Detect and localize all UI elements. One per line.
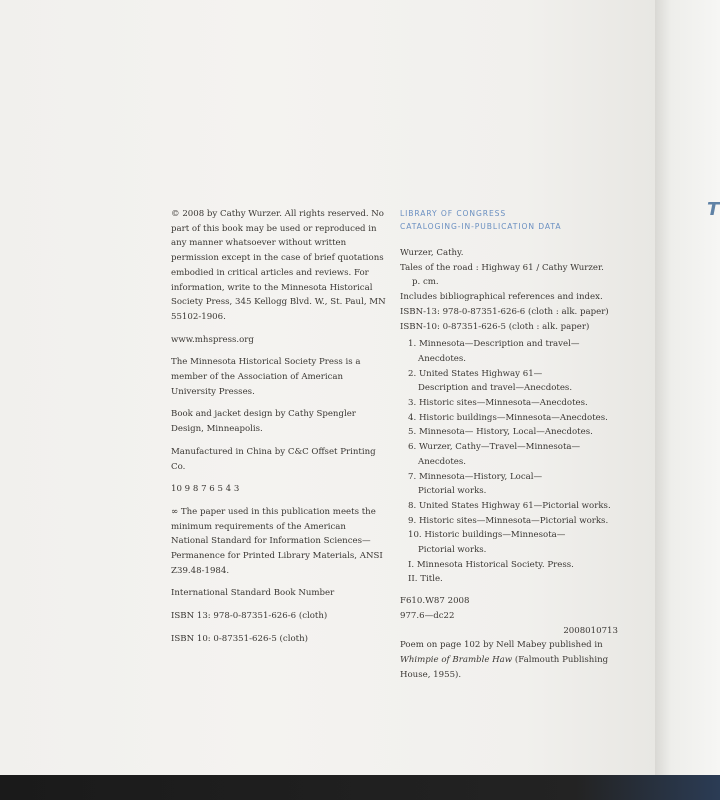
cip-title: Tales of the road : Highway 61 / Cathy Wurzer. bbox=[400, 262, 604, 273]
next-page-letter: T bbox=[707, 199, 720, 220]
subject-item bbox=[400, 396, 618, 411]
website: www.mhspress.org bbox=[171, 334, 254, 345]
press-membership: The Minnesota Historical Society Press is a member of the Association of American University Presses. bbox=[171, 357, 361, 397]
subject-text: United States Highway 61— bbox=[418, 368, 543, 379]
subject-number: 6. bbox=[408, 442, 417, 453]
subject-text: Minnesota—History, Local— bbox=[418, 471, 543, 482]
subject-text: Wurzer, Cathy—Travel—Minnesota— bbox=[418, 442, 581, 453]
poem-credit bbox=[400, 638, 618, 682]
poem-credit-post: (Falmouth Publishing House, 1955). bbox=[400, 654, 609, 680]
poem-credit-pre: Poem on page 102 by Nell Mabey published in bbox=[400, 640, 603, 651]
publication-info-column bbox=[171, 207, 386, 655]
design-credit: Book and jacket design by Cathy Spengler Design, Minneapolis. bbox=[171, 409, 356, 435]
subject-number: 5. bbox=[408, 427, 417, 438]
subject-text-continued: Description and travel—Anecdotes. bbox=[418, 383, 573, 394]
paper-notice: ∞ The paper used in this publication meets the minimum requirements of the American National Standard for Information Sciences—Permanence for Printed Library Materials, ANSI Z39.48-1984. bbox=[171, 506, 383, 576]
isbn13-line: ISBN 13: 978-0-87351-626-6 (cloth) bbox=[171, 611, 328, 622]
subject-item bbox=[400, 367, 618, 396]
isbn10-line: ISBN 10: 0-87351-626-5 (cloth) bbox=[171, 633, 308, 644]
subject-number: 2. bbox=[408, 368, 417, 379]
subject-item bbox=[400, 470, 618, 499]
subject-number: 4. bbox=[408, 412, 417, 423]
added-entry-list bbox=[400, 558, 618, 587]
poem-title: Whimpie of Bramble Haw bbox=[400, 654, 513, 665]
added-entry-text: Minnesota Historical Society. Press. bbox=[416, 559, 574, 570]
classification-block bbox=[400, 594, 618, 623]
cip-includes: Includes bibliographical references and index. bbox=[400, 292, 603, 303]
subject-number: 8. bbox=[408, 500, 417, 511]
subject-text: Minnesota— History, Local—Anecdotes. bbox=[418, 427, 593, 438]
subject-number: 3. bbox=[408, 398, 417, 409]
lc-classification: F610.W87 2008 bbox=[400, 596, 470, 607]
subject-item bbox=[400, 337, 618, 366]
scanner-bottom-strip bbox=[0, 775, 720, 800]
manufacture-credit: Manufactured in China by C&C Offset Printing Co. bbox=[171, 446, 376, 472]
subject-text: Historic buildings—Minnesota— bbox=[424, 530, 566, 541]
cip-isbn10: ISBN-10: 0-87351-626-5 (cloth : alk. paper) bbox=[400, 321, 590, 332]
subject-item bbox=[400, 514, 618, 529]
subject-item bbox=[400, 425, 618, 440]
subject-text: Historic sites—Minnesota—Pictorial works. bbox=[418, 515, 609, 526]
cip-heading-line1: LIBRARY OF CONGRESS bbox=[400, 209, 507, 218]
subject-item bbox=[400, 440, 618, 469]
subject-text-continued: Pictorial works. bbox=[418, 545, 487, 556]
lccn-number: 2008010713 bbox=[563, 625, 618, 636]
subject-text-continued: Anecdotes. bbox=[418, 353, 466, 364]
dewey-classification: 977.6—dc22 bbox=[400, 610, 455, 621]
copyright-notice: © 2008 by Cathy Wurzer. All rights reserved. No part of this book may be used or reproduced in any manner whatsoever without written permission except in the case of brief quotations embodied in critical articles and reviews. For information, write to the Minnesota Historical Society Press, 345 Kellogg Blvd. W., St. Paul, MN 55102-1906. bbox=[171, 209, 386, 322]
subject-number: 7. bbox=[408, 471, 417, 482]
subject-item bbox=[400, 528, 618, 557]
subject-text-continued: Pictorial works. bbox=[418, 486, 487, 497]
subject-number: 1. bbox=[408, 339, 417, 350]
subject-number: 9. bbox=[408, 515, 417, 526]
subject-text: Historic buildings—Minnesota—Anecdotes. bbox=[418, 412, 608, 423]
added-entry-item bbox=[400, 558, 618, 573]
subject-list bbox=[400, 337, 618, 558]
cip-heading bbox=[400, 207, 618, 233]
added-entry-number: I. bbox=[408, 559, 415, 570]
cip-data-column bbox=[400, 207, 618, 682]
printing-numbers: 10 9 8 7 6 5 4 3 bbox=[171, 484, 240, 495]
added-entry-number: II. bbox=[408, 574, 418, 585]
subject-item bbox=[400, 411, 618, 426]
added-entry-text: Title. bbox=[420, 574, 443, 585]
cip-heading-line2: CATALOGING-IN-PUBLICATION DATA bbox=[400, 222, 562, 231]
subject-item bbox=[400, 499, 618, 514]
cip-pages: p. cm. bbox=[412, 277, 439, 288]
subject-number: 10. bbox=[408, 530, 422, 541]
next-page-edge bbox=[655, 0, 720, 775]
subject-text-continued: Anecdotes. bbox=[418, 456, 466, 467]
subject-text: Historic sites—Minnesota—Anecdotes. bbox=[418, 398, 588, 409]
subject-text: Minnesota—Description and travel— bbox=[418, 339, 580, 350]
added-entry-item bbox=[400, 572, 618, 587]
isbn-heading: International Standard Book Number bbox=[171, 588, 335, 599]
cip-author: Wurzer, Cathy. bbox=[400, 248, 464, 258]
cip-isbn13: ISBN-13: 978-0-87351-626-6 (cloth : alk. paper) bbox=[400, 306, 609, 317]
subject-text: United States Highway 61—Pictorial works. bbox=[418, 500, 611, 511]
